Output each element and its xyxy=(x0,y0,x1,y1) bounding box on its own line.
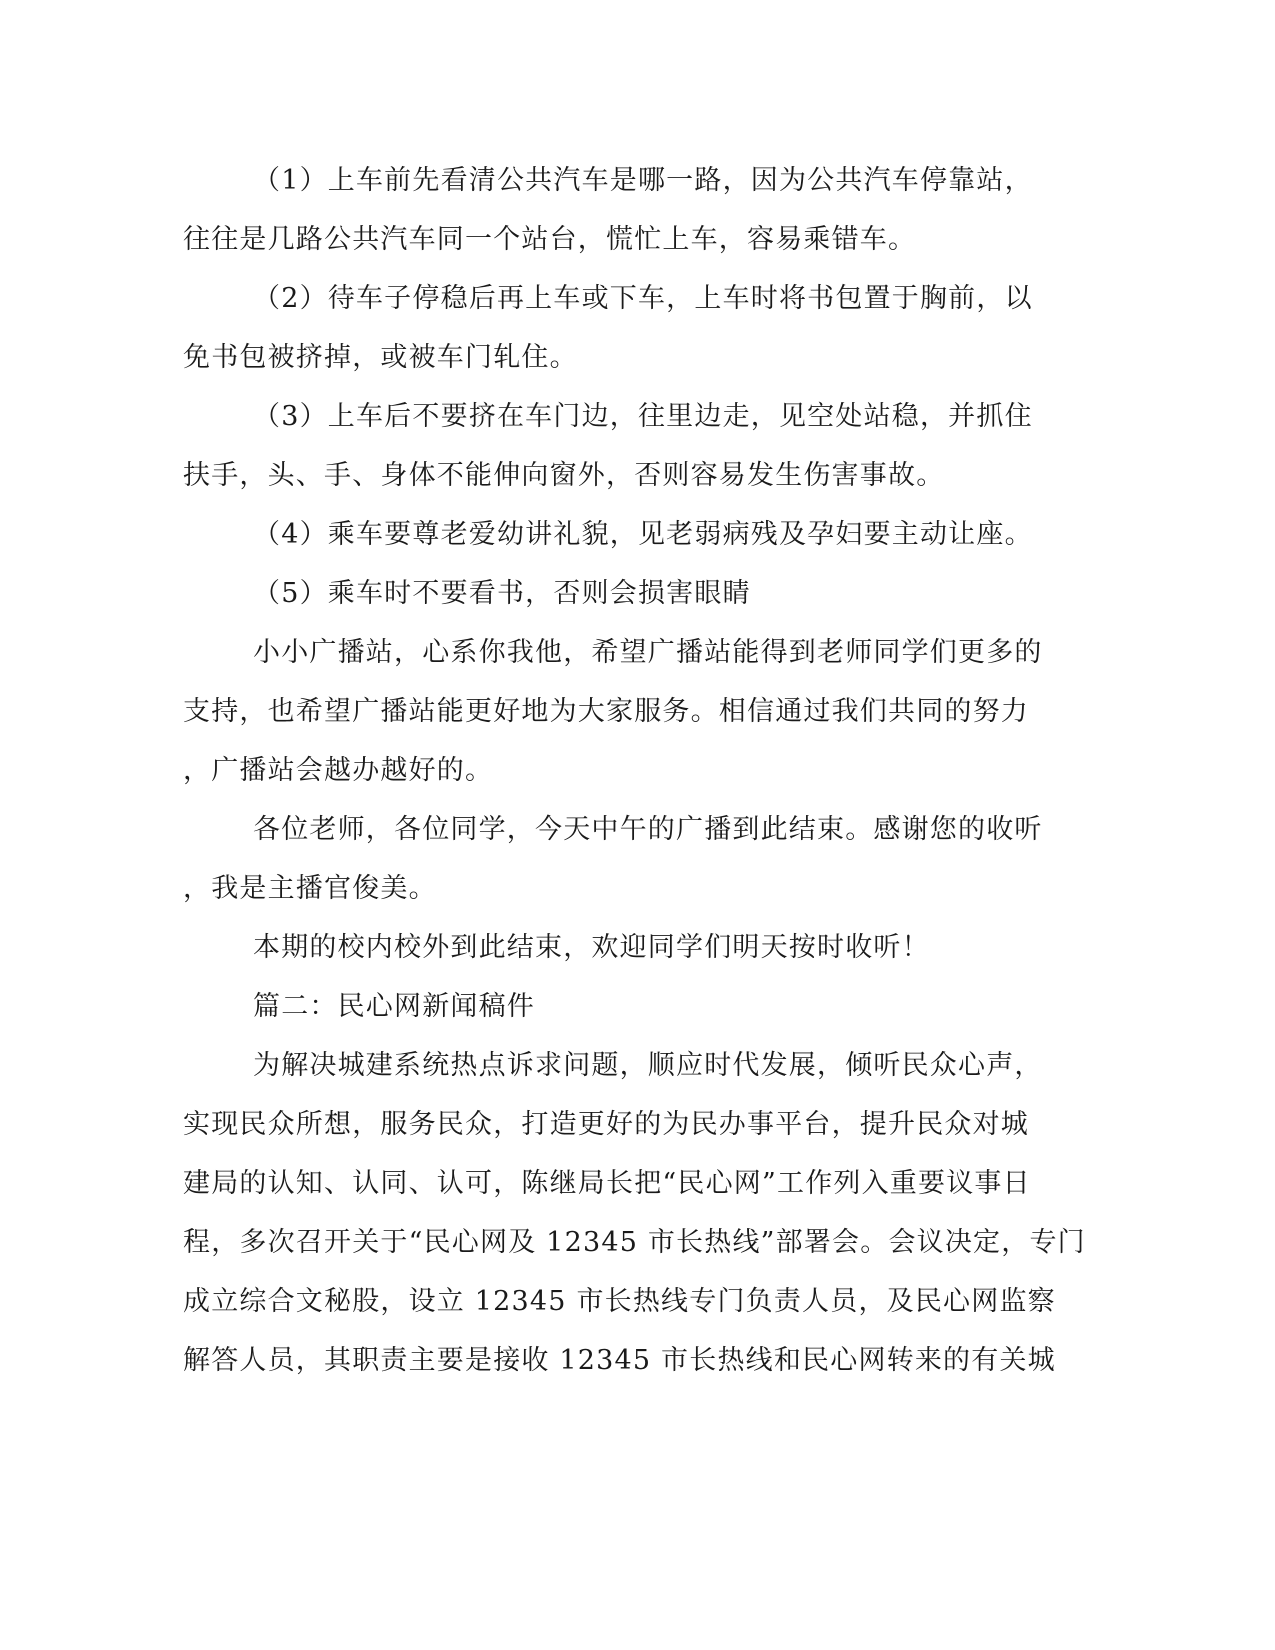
paragraph-line: 成立综合文秘股，设立 12345 市长热线专门负责人员，及民心网监察 xyxy=(183,1286,1056,1317)
paragraph-line: 实现民众所想，服务民众，打造更好的为民办事平台，提升民众对城 xyxy=(183,1109,1029,1140)
paragraph-line: （3）上车后不要挤在车门边，往里边走，见空处站稳，并抓住 xyxy=(253,401,1033,432)
paragraph-line: ，我是主播官俊美。 xyxy=(183,873,437,904)
paragraph-line: 免书包被挤掉，或被车门轧住。 xyxy=(183,342,578,373)
paragraph-line: 往往是几路公共汽车同一个站台，慌忙上车，容易乘错车。 xyxy=(183,224,917,255)
paragraph-line: 扶手，头、手、身体不能伸向窗外，否则容易发生伤害事故。 xyxy=(183,460,945,491)
paragraph-line: 解答人员，其职责主要是接收 12345 市长热线和民心网转来的有关城 xyxy=(183,1345,1056,1376)
paragraph-line: 小小广播站，心系你我他，希望广播站能得到老师同学们更多的 xyxy=(253,637,1043,668)
paragraph-line: 建局的认知、认同、认可，陈继局长把“民心网”工作列入重要议事日 xyxy=(183,1168,1031,1199)
paragraph-line: 本期的校内校外到此结束，欢迎同学们明天按时收听！ xyxy=(253,932,930,963)
paragraph-line: 各位老师，各位同学，今天中午的广播到此结束。感谢您的收听 xyxy=(253,814,1043,845)
paragraph-line: 程，多次召开关于“民心网及 12345 市长热线”部署会。会议决定，专门 xyxy=(183,1227,1086,1258)
paragraph-line: 支持，也希望广播站能更好地为大家服务。相信通过我们共同的努力 xyxy=(183,696,1029,727)
paragraph-line: （1）上车前先看清公共汽车是哪一路，因为公共汽车停靠站， xyxy=(253,165,1033,196)
paragraph-line: ，广播站会越办越好的。 xyxy=(183,755,494,786)
paragraph-line: （4）乘车要尊老爱幼讲礼貌，见老弱病残及孕妇要主动让座。 xyxy=(253,519,1033,550)
paragraph-line: 为解决城建系统热点诉求问题，顺应时代发展，倾听民众心声， xyxy=(253,1050,1043,1081)
section-heading: 篇二：民心网新闻稿件 xyxy=(253,991,535,1022)
paragraph-line: （5）乘车时不要看书，否则会损害眼睛 xyxy=(253,578,751,609)
paragraph-line: （2）待车子停稳后再上车或下车，上车时将书包置于胸前，以 xyxy=(253,283,1033,314)
